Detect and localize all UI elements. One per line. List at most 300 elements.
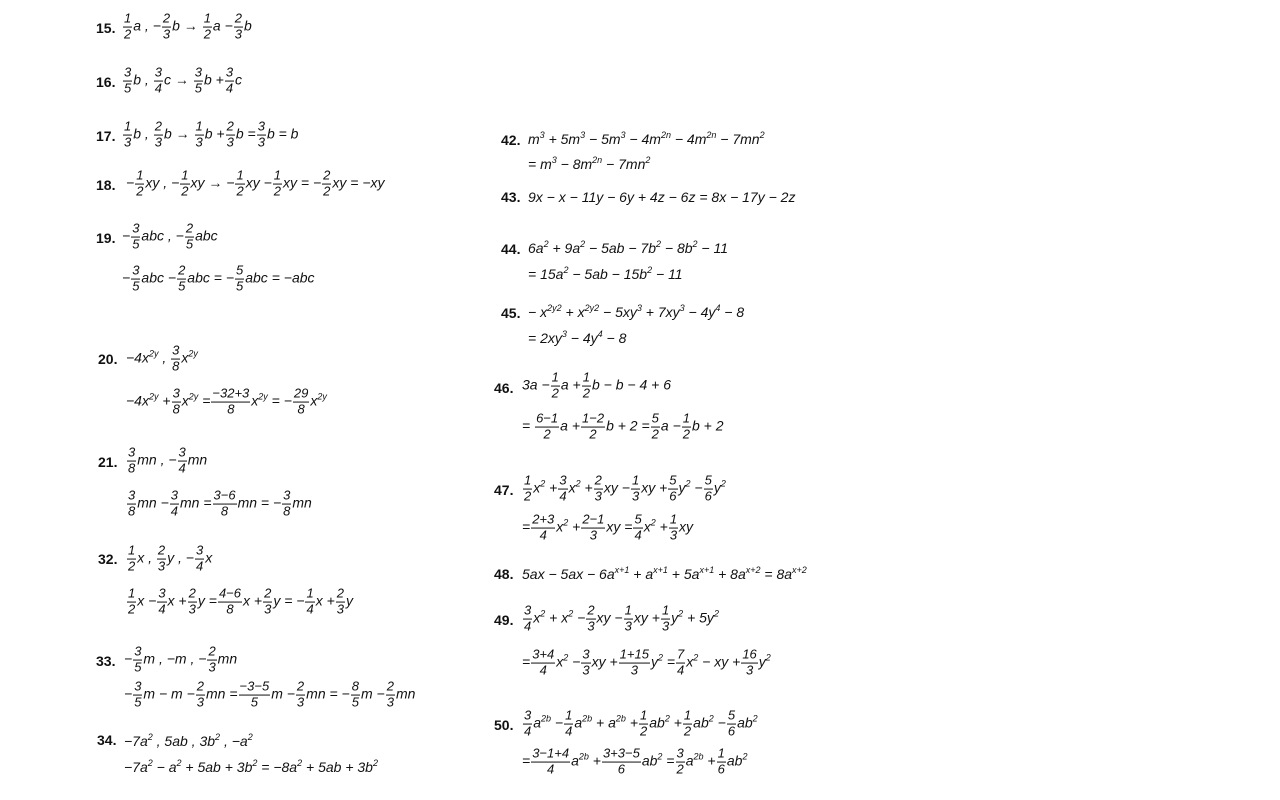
fraction-denominator: 3 [619,663,650,679]
fraction [602,747,641,778]
fraction-denominator: 4 [565,723,573,739]
fraction [523,709,532,740]
fraction-numerator: 3 [524,602,532,618]
fraction-denominator: 4 [559,488,567,504]
fraction [531,513,555,544]
fraction [661,604,670,635]
fraction-denominator: 4 [531,762,570,778]
problem-number: 43. [501,189,521,205]
expression-text: $x^2$ − [556,652,581,670]
expression-text: $x^2$ − xy + [686,652,741,670]
fraction-numerator: 1 [181,167,189,183]
fraction [207,645,216,676]
expression-text: xy = − [283,174,322,191]
fraction [669,513,678,544]
fraction-denominator: 3 [594,488,602,504]
expression-text: $x^{2y}$ [310,391,327,409]
fraction-denominator: 5 [124,80,132,96]
fraction-denominator: 6 [669,488,677,504]
problem-number: 49. [494,612,514,628]
expression-line [528,157,650,171]
expression-text: − $x^{2y2} + x^{2y2} - 5xy^3 + 7xy^3 - 4y^4 - 8$ [528,303,745,320]
fraction [668,474,677,505]
expression-text: $ab^2$ − [693,713,726,731]
fraction-numerator: 2 [336,585,344,601]
problem-number: 16. [96,74,116,90]
fraction-numerator: 5 [704,472,712,488]
expression-line [124,734,253,748]
fraction-denominator: 5 [194,80,202,96]
expression-text: b , [133,71,153,88]
fraction-numerator: 8 [351,678,359,694]
fraction-numerator: 3 [132,220,140,236]
fraction [188,587,197,618]
problem-number: 34. [97,732,117,748]
expression-text: $-7a^2$ , 5ab , $3b^2$ , $-a^2$ [124,732,253,749]
expression-text: = $15a^2 - 5ab - 15b^2 - 11$ [528,265,683,282]
fraction-numerator: 1 [124,10,132,26]
fraction-denominator: 5 [178,278,186,294]
fraction [211,387,250,418]
fraction [195,120,204,151]
fraction [523,474,532,505]
fraction-numerator: 2−1 [582,511,605,527]
expression-text: − [124,650,133,667]
fraction-numerator: 1 [306,585,314,601]
expression-text: y = [197,592,217,609]
fraction-denominator: 2 [682,426,690,442]
fraction-numerator: 3 [172,385,180,401]
fraction [531,648,555,679]
fraction [185,222,194,253]
fraction-denominator: 2 [124,26,132,42]
fraction-denominator: 3 [257,134,265,150]
problem-number: 45. [501,305,521,321]
fraction-denominator: 4 [524,723,532,739]
fraction-denominator: 8 [128,460,136,476]
fraction-numerator: 3+3−5 [602,745,640,761]
fraction [170,489,179,520]
fraction-numerator: 7 [677,646,685,662]
expression-text: b → [172,17,202,34]
fraction [157,544,166,575]
fraction [639,709,648,740]
fraction [263,587,272,618]
expression-text: b [244,17,252,34]
fraction [226,120,235,151]
fraction-denominator: 8 [213,504,237,520]
fraction [127,587,136,618]
expression-line [124,760,378,774]
fraction [123,12,132,43]
fraction [523,604,532,635]
expression-line [122,12,252,43]
fraction-denominator: 8 [172,358,180,374]
expression-text: b = [235,125,256,142]
expression-text: mn − [137,494,169,511]
fraction-denominator: 3 [582,662,590,678]
fraction-denominator: 3 [264,601,272,617]
fraction-numerator: 5 [651,410,659,426]
fraction-numerator: 3 [559,472,567,488]
fraction-denominator: 4 [170,503,178,519]
fraction-numerator: −32+3 [212,385,250,401]
fraction [727,709,736,740]
expression-text: b + 2 [691,417,724,434]
expression-line [122,222,218,253]
fraction-denominator: 3 [624,618,632,634]
fraction-numerator: 1 [236,167,244,183]
fraction-denominator: 2 [136,183,144,199]
problem-number: 47. [494,482,514,498]
fraction-denominator: 2 [651,426,659,442]
fraction [127,489,136,520]
expression-text: $y^2$ [713,478,726,496]
expression-text: $ab^2$ = [641,751,675,769]
fraction [180,169,189,200]
expression-line [122,120,298,151]
expression-text: b + 2 = [606,417,650,434]
fraction [682,412,691,443]
fraction [133,680,142,711]
expression-text: $x^{2y}$ = − [251,391,292,409]
fraction-numerator: 1 [203,10,211,26]
fraction-numerator: 5 [727,707,736,723]
fraction-numerator: 2 [296,678,305,694]
expression-text: a − [212,17,233,34]
expression-text: xy = [606,518,633,535]
fraction-denominator: 3 [581,528,605,544]
fraction-numerator: 3 [196,542,204,558]
expression-text: b + [204,125,225,142]
fraction [157,587,166,618]
fraction-denominator: 3 [208,659,216,675]
fraction-denominator: 3 [124,134,132,150]
fraction [535,412,559,443]
fraction-denominator: 8 [128,503,136,519]
expression-line [528,132,765,146]
expression-line [528,305,744,319]
fraction-denominator: 4 [677,662,685,678]
problem-number: 15. [96,20,116,36]
expression-text: abc − [141,269,177,286]
expression-text: xy − [245,174,272,191]
problem-number: 32. [98,551,118,567]
fraction-denominator: 5 [351,694,359,710]
problem-number: 18. [96,177,116,193]
problem-number: 50. [494,717,514,733]
fraction-denominator: 8 [211,402,250,418]
fraction [127,544,136,575]
fraction [564,709,573,740]
fraction-denominator: 3 [661,618,670,634]
fraction-denominator: 3 [196,694,205,710]
expression-text: mn = − [306,685,350,702]
expression-line [122,66,242,97]
fraction [633,513,642,544]
fraction [581,648,590,679]
expression-text: $5ax - 5ax - 6a^{x+1} + a^{x+1} + 5a^{x+1} + 8a^{x+2} = 8a^{x+2}$ [522,565,807,582]
expression-text: $y^2$ − [678,478,703,496]
fraction-numerator: 3 [676,745,684,761]
expression-text: m − [360,685,385,702]
expression-text: xy , − [145,174,180,191]
expression-text: = $2xy^3 - 4y^4 - 8$ [528,329,627,346]
expression-text: mn [187,451,208,468]
fraction [196,680,205,711]
problem-number: 20. [98,351,118,367]
fraction [123,120,132,151]
fraction-numerator: 6−1 [536,410,559,426]
expression-text: xy + [591,653,618,670]
fraction-denominator: 3 [154,134,162,150]
fraction [195,544,204,575]
fraction-denominator: 2 [581,427,605,443]
fraction-denominator: 4 [225,80,234,96]
expression-text: $ab^2$ + [649,713,682,731]
fraction-numerator: 3 [154,64,162,80]
fraction-numerator: 3 [134,678,142,694]
fraction [177,264,186,295]
fraction-numerator: 3−1+4 [532,745,570,761]
expression-line [522,513,693,544]
fraction [322,169,331,200]
expression-text: $a^{2b}$ + [571,751,601,769]
fraction [717,747,726,778]
fraction-numerator: 3 [582,646,590,662]
fraction [172,387,181,418]
fraction-denominator: 2 [128,558,136,574]
fraction-numerator: 2 [264,585,272,601]
problem-number: 46. [494,380,514,396]
fraction-numerator: 3 [172,342,180,358]
fraction-numerator: 3 [524,707,532,723]
fraction-numerator: 2 [234,10,243,26]
expression-text: $a^{2b}$ − [533,713,564,731]
fraction-denominator: 6 [727,723,736,739]
expression-text: $x^2$ + [533,478,558,496]
fraction-denominator: 2 [582,385,590,401]
fraction-numerator: 2 [157,542,166,558]
fraction [234,12,243,43]
expression-text: $y^2 + 5y^2$ [671,608,719,626]
expression-text: $ab^2$ [726,751,748,769]
fraction-denominator: 3 [587,618,595,634]
fraction [178,446,187,477]
expression-text: x − [137,592,157,609]
fraction-denominator: 4 [158,601,166,617]
fraction [296,680,305,711]
fraction-denominator: 4 [178,460,186,476]
expression-text: $x^{2y}$ [181,348,198,366]
fraction-denominator: 3 [631,488,640,504]
fraction [162,12,171,43]
fraction [336,587,345,618]
fraction-numerator: 1 [128,542,136,558]
fraction-denominator: 3 [296,694,305,710]
expression-line [126,489,312,520]
fraction-denominator: 4 [306,601,314,617]
fraction-numerator: 3 [158,585,166,601]
expression-text: b + [203,71,224,88]
fraction-numerator: 3 [194,64,202,80]
expression-text: = $m^3 - 8m^{2n} - 7mn^2$ [528,155,651,172]
expression-text: abc , − [141,227,184,244]
fraction [651,412,660,443]
fraction [676,648,685,679]
fraction-denominator: 8 [172,401,180,417]
expression-text: x + [243,592,263,609]
expression-text: 3a − [522,376,550,393]
expression-text: $x^2$ + [556,517,581,535]
problem-number: 42. [501,132,521,148]
fraction-denominator: 3 [188,601,196,617]
fraction-denominator: 2 [203,26,211,42]
expression-text: mn [292,494,312,511]
fraction-denominator: 3 [195,134,203,150]
expression-line [522,604,719,635]
expression-text: abc [195,227,218,244]
fraction-numerator: 3 [178,444,186,460]
fraction [581,513,605,544]
expression-line [126,544,212,575]
expression-text: $-4x^{2y}$ + [126,391,171,409]
expression-text: = [522,518,531,535]
expression-text: x + [167,592,187,609]
fraction-denominator: 5 [236,278,244,294]
expression-text: m , −m , − [143,650,207,667]
fraction-denominator: 6 [602,762,641,778]
fraction-denominator: 3 [669,527,678,543]
expression-text: $6a^2 + 9a^2 - 5ab - 7b^2 - 8b^2 - 11$ [528,239,729,256]
problem-number: 33. [96,653,116,669]
fraction-numerator: −3−5 [239,678,270,694]
fraction-denominator: 2 [323,183,331,199]
expression-text: mn [395,685,416,702]
expression-line [126,387,327,418]
expression-text: x , [137,549,156,566]
fraction [225,66,234,97]
fraction-denominator: 5 [134,694,142,710]
expression-text: b = b [266,125,299,142]
expression-text: abc = −abc [245,269,315,286]
expression-text: $y^2$ [758,652,771,670]
fraction [582,371,591,402]
fraction [624,604,633,635]
fraction [586,604,595,635]
expression-text: x [205,549,213,566]
fraction-numerator: 3 [225,64,234,80]
fraction-denominator: 6 [704,488,712,504]
expression-text: mn , − [137,451,177,468]
problem-number: 17. [96,128,116,144]
fraction [131,264,140,295]
fraction [235,169,244,200]
fraction-denominator: 4 [634,527,642,543]
problem-number: 21. [98,454,118,470]
fraction-numerator: 4−6 [218,585,241,601]
expression-line [528,241,728,255]
expression-text: = [522,653,531,670]
fraction-numerator: 1 [565,707,573,723]
fraction-numerator: 1 [669,511,678,527]
fraction-numerator: 2 [162,10,171,26]
fraction [558,474,567,505]
expression-text: xy − [603,479,630,496]
fraction-numerator: 1 [273,167,282,183]
expression-text: xy − [596,609,623,626]
expression-text: $x^2$ + [568,478,593,496]
fraction-numerator: 1 [551,369,559,385]
expression-text: $m^3 + 5m^3 - 5m^3 - 4m^{2n} - 4m^{2n} - 7mn^2$ [528,130,765,147]
fraction-denominator: 4 [196,558,204,574]
expression-line [126,587,353,618]
fraction [235,264,244,295]
fraction-numerator: 1 [136,167,144,183]
expression-text: m − [271,685,295,702]
expression-text: $a^{2b} + a^{2b}$ + [574,713,639,731]
fraction-denominator: 2 [181,183,189,199]
expression-text: mn = − [237,494,282,511]
fraction-numerator: 3 [257,118,265,134]
expression-text: x + [315,592,335,609]
fraction-denominator: 8 [218,602,242,618]
fraction [257,120,266,151]
fraction [154,120,163,151]
expression-line [126,169,385,200]
fraction-numerator: 1 [682,410,690,426]
fraction [351,680,360,711]
expression-text: mn [217,650,238,667]
fraction-denominator: 3 [336,601,344,617]
fraction [154,66,163,97]
fraction [282,489,291,520]
expression-text: $x^2$ + [643,517,668,535]
expression-line [528,331,626,345]
fraction-denominator: 2 [128,601,136,617]
fraction-numerator: 3 [132,262,140,278]
fraction-numerator: 1 [128,585,136,601]
fraction-numerator: 2 [226,118,234,134]
fraction-denominator: 6 [717,761,725,777]
fraction-denominator: 5 [132,236,140,252]
fraction-denominator: 4 [154,80,162,96]
expression-line [122,264,315,295]
expression-text: mn = [206,685,238,702]
fraction-denominator: 5 [185,236,194,252]
expression-line [528,267,683,281]
fraction-numerator: 1 [683,707,692,723]
fraction-denominator: 3 [386,694,394,710]
fraction [741,648,757,679]
fraction-denominator: 3 [741,663,757,679]
fraction [619,648,650,679]
expression-text: a , − [133,17,161,34]
fraction-numerator: 1 [640,707,648,723]
fraction [386,680,395,711]
fraction-numerator: 3 [134,643,142,659]
fraction-numerator: 2 [587,602,595,618]
fraction-numerator: 3 [128,487,136,503]
fraction [218,587,242,618]
fraction-numerator: 2 [178,262,186,278]
fraction-numerator: 3+4 [532,646,555,662]
expression-text: xy → − [190,174,235,191]
expression-text: xy [679,518,694,535]
fraction-denominator: 2 [524,488,532,504]
fraction [594,474,603,505]
fraction-numerator: 3 [170,487,178,503]
